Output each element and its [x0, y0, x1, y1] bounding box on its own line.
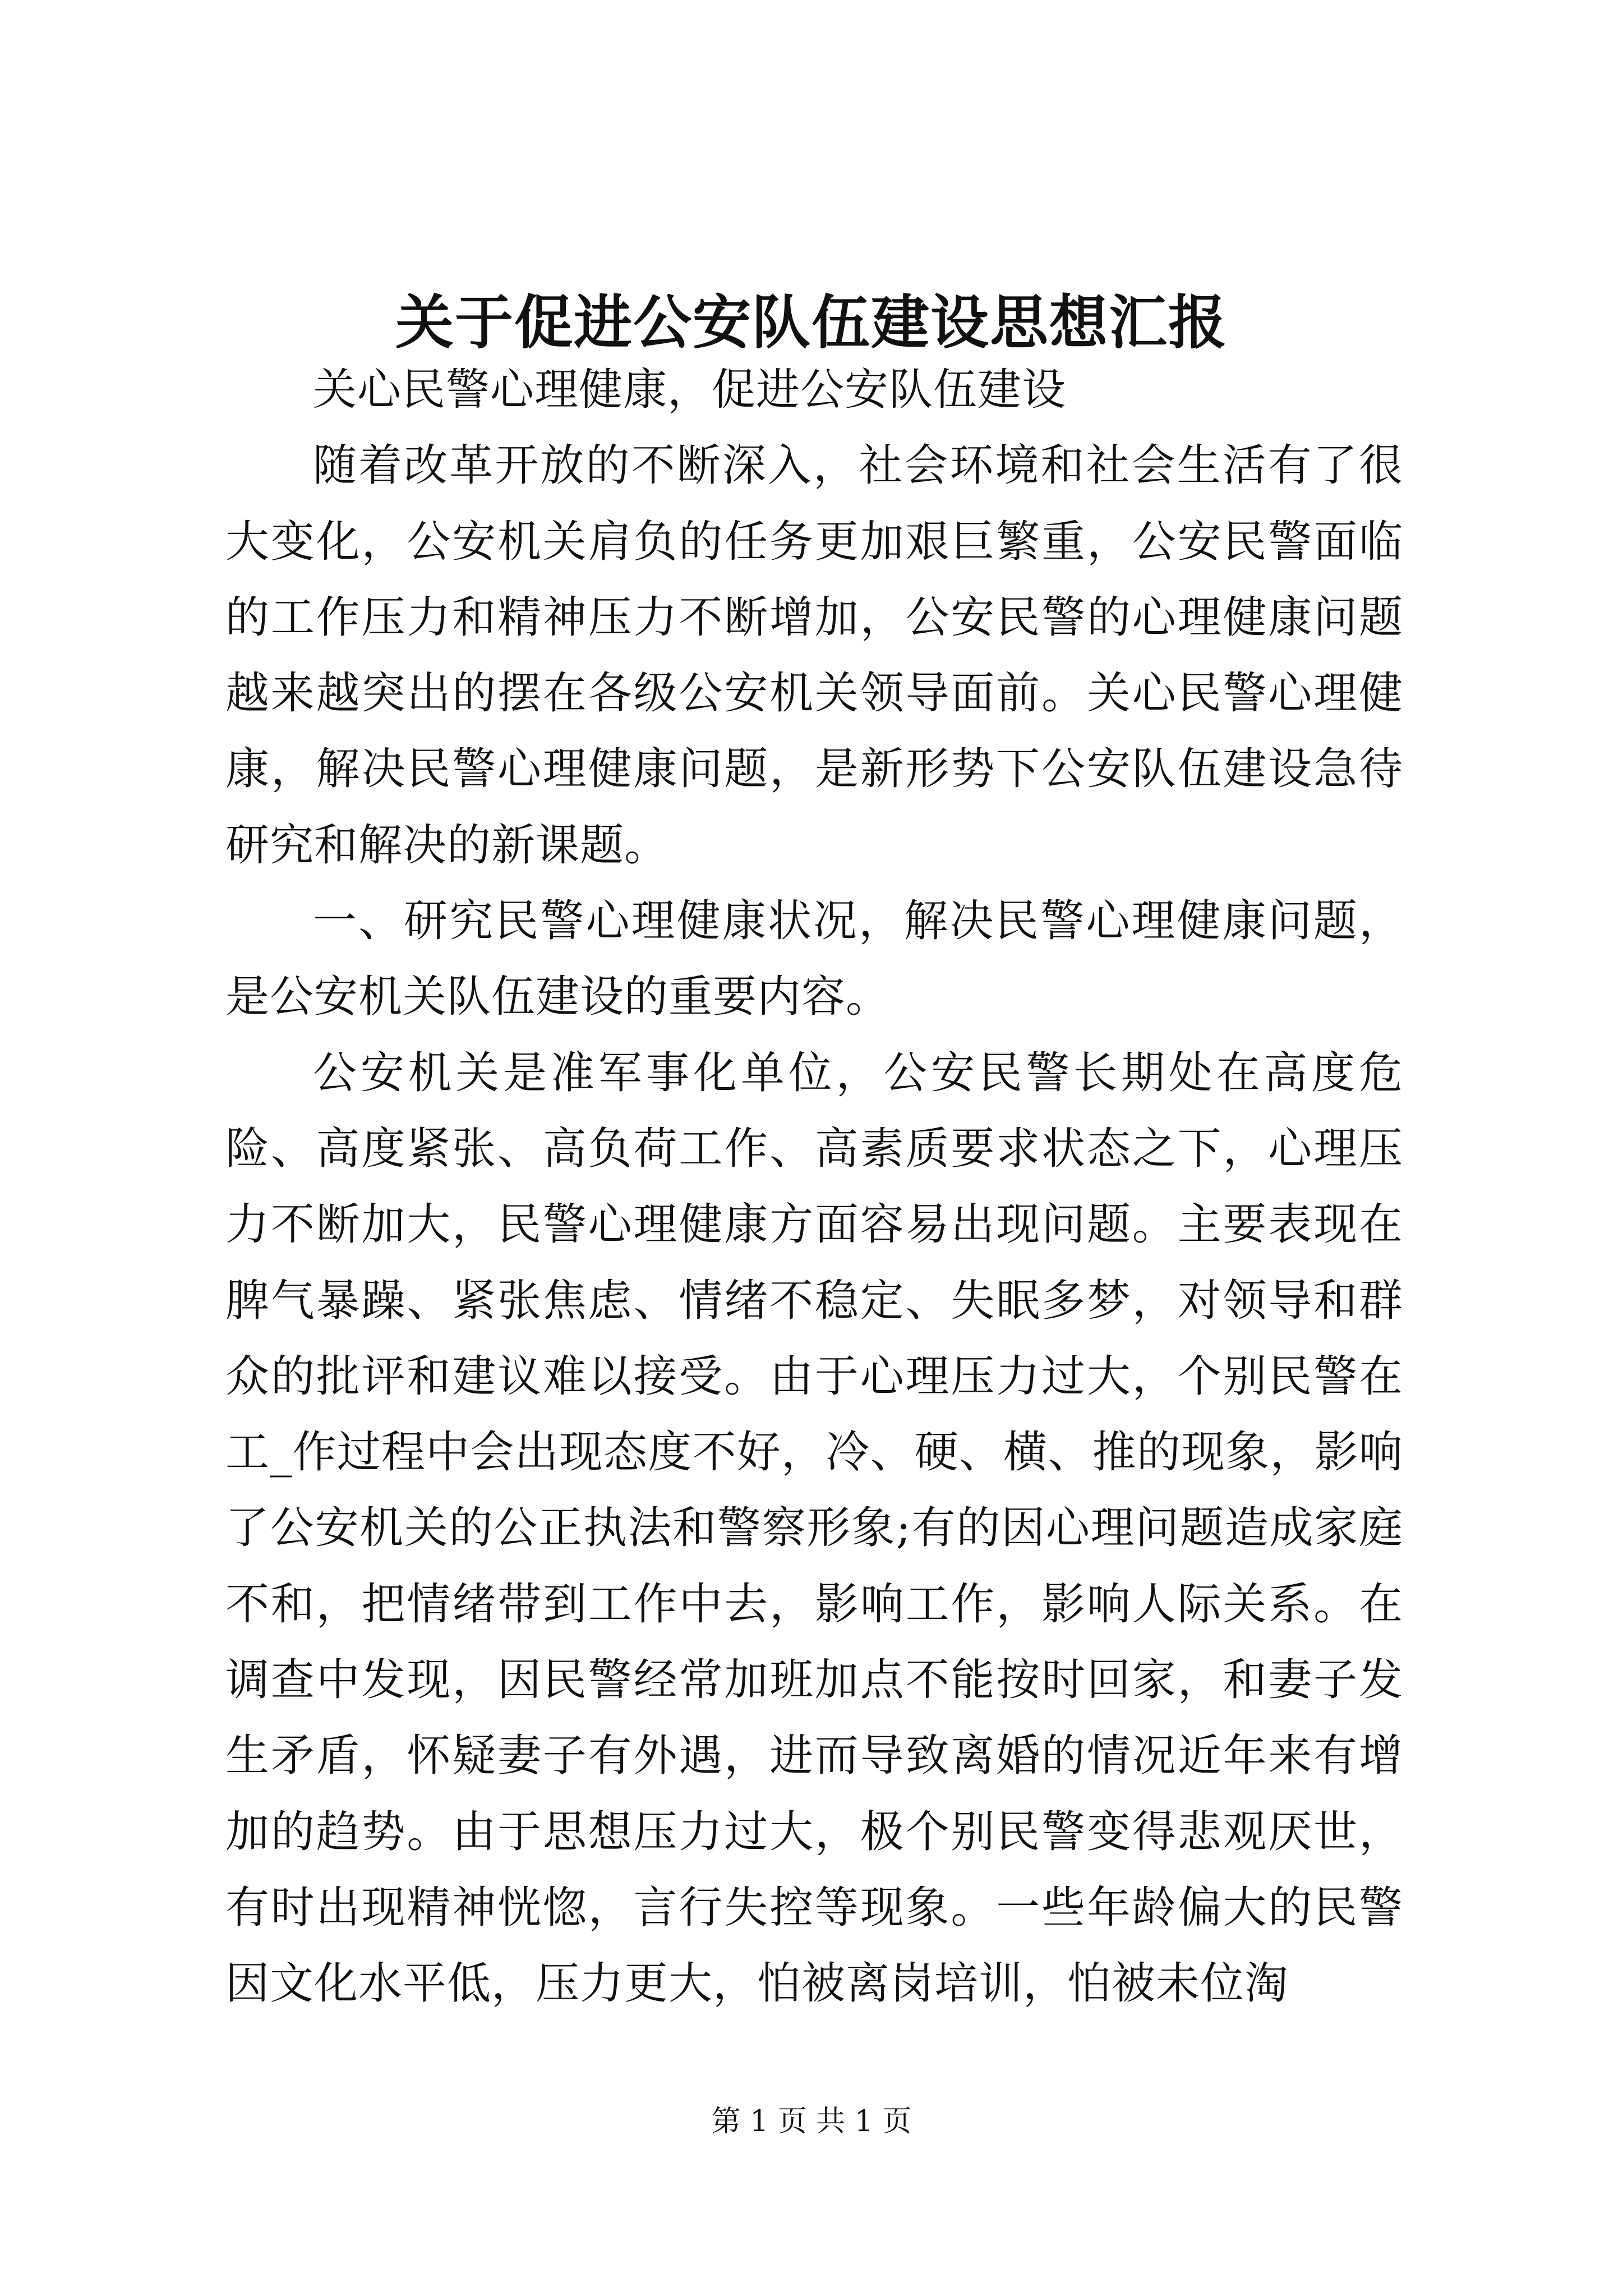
subtitle-paragraph: 关心民警心理健康，促进公安队伍建设: [313, 365, 1067, 415]
document-body: [225, 352, 1403, 2022]
document-title: 关于促进公安队伍建设思想汇报: [395, 288, 1228, 357]
page-footer: 第 1 页 共 1 页: [711, 2105, 912, 2138]
body-paragraph: 公安机关是准军事化单位，公安民警长期处在高度危险、高度紧张、高负荷工作、高素质要求状态之下，心理压力不断加大，民警心理健康方面容易出现问题。主要表现在脾气暴躁、紧张焦虑、情绪不稳定、失眠多梦，对领导和群众的批评和建议难以接受。由于心理压力过大，个别民警在工_作过程中会出现态度不好，冷、硬、横、推的现象，影响了公安机关的公正执法和警察形象;有的因心理问题造成家庭不和，把情绪带到工作中去，影响工作，影响人际关系。在调查中发现，因民警经常加班加点不能按时回家，和妻子发生矛盾，怀疑妻子有外遇，进而导致离婚的情况近年来有增加的趋势。由于思想压力过大，极个别民警变得悲观厌世，有时出现精神恍惚，言行失控等现象。一些年龄偏大的民警因文化水平低，压力更大，怕被离岗培训，怕被未位淘: [225, 1047, 1403, 2009]
section-heading-paragraph: 一、研究民警心理健康状况，解决民警心理健康问题，是公安机关队伍建设的重要内容。: [225, 896, 1403, 1023]
body-paragraph: 随着改革开放的不断深入，社会环境和社会生活有了很大变化，公安机关肩负的任务更加艰巨繁重，公安民警面临的工作压力和精神压力不断增加，公安民警的心理健康问题越来越突出的摆在各级公安机关领导面前。关心民警心理健康，解决民警心理健康问题，是新形势下公安队伍建设急待研究和解决的新课题。: [225, 440, 1403, 871]
